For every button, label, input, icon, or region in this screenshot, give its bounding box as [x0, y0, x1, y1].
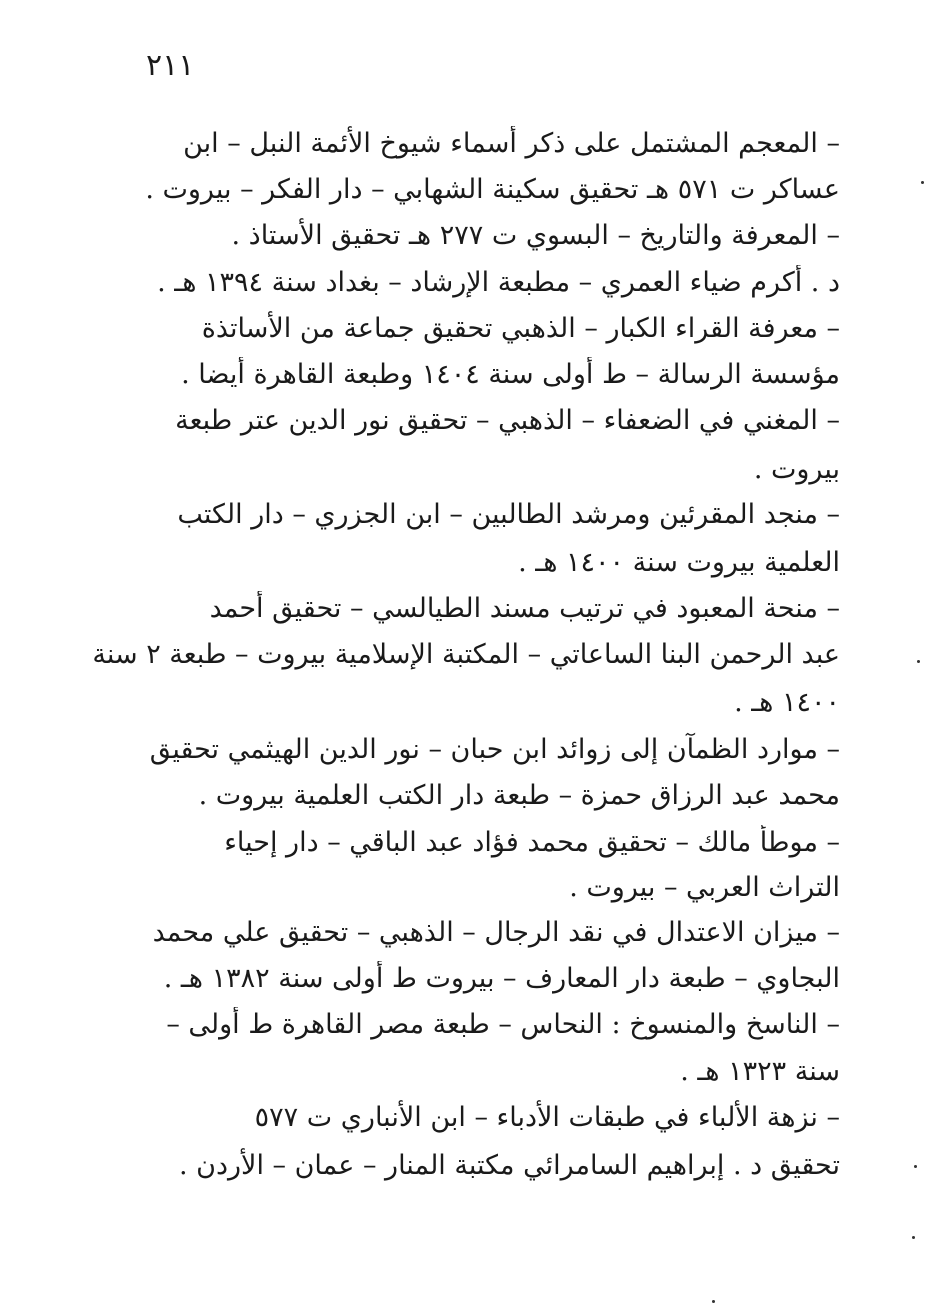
text-line: – معرفة القراء الكبار – الذهبي تحقيق جماعة من الأساتذة: [201, 313, 840, 344]
text-line: – المعجم المشتمل على ذكر أسماء شيوخ الأئمة النبل – ابن: [183, 128, 840, 159]
text-line: التراث العربي – بيروت .: [569, 872, 840, 903]
text-line: – نزهة الألباء في طبقات الأدباء – ابن الأنباري ت ٥٧٧: [254, 1102, 840, 1133]
text-line: – ميزان الاعتدال في نقد الرجال – الذهبي – تحقيق علي محمد: [152, 917, 840, 948]
text-line: د . أكرم ضياء العمري – مطبعة الإرشاد – بغداد سنة ١٣٩٤ هـ .: [157, 267, 840, 298]
scan-speck: [712, 1300, 715, 1303]
text-line: عساكر ت ٥٧١ هـ تحقيق سكينة الشهابي – دار الفكر – بيروت .: [145, 174, 840, 205]
scan-speck: [921, 181, 924, 184]
text-line: تحقيق د . إبراهيم السامرائي مكتبة المنار – عمان – الأردن .: [178, 1150, 840, 1181]
text-line: عبد الرحمن البنا الساعاتي – المكتبة الإسلامية بيروت – طبعة ٢ سنة: [92, 639, 840, 670]
scan-speck: [914, 1165, 917, 1168]
text-line: – المغني في الضعفاء – الذهبي – تحقيق نور الدين عتر طبعة: [175, 405, 840, 436]
text-line: العلمية بيروت سنة ١٤٠٠ هـ .: [518, 547, 840, 578]
text-line: ١٤٠٠ هـ .: [734, 687, 840, 718]
text-line: – موطأ مالك – تحقيق محمد فؤاد عبد الباقي – دار إحياء: [224, 827, 840, 858]
text-line: مؤسسة الرسالة – ط أولى سنة ١٤٠٤ وطبعة القاهرة أيضا .: [181, 359, 840, 390]
scan-speck: [917, 660, 920, 663]
text-line: بيروت .: [753, 454, 840, 485]
text-line: محمد عبد الرزاق حمزة – طبعة دار الكتب العلمية بيروت .: [198, 780, 840, 811]
page-number: ٢١١: [146, 48, 195, 83]
text-line: – منجد المقرئين ومرشد الطالبين – ابن الجزري – دار الكتب: [177, 499, 840, 530]
scan-speck: [912, 1236, 915, 1239]
text-line: – منحة المعبود في ترتيب مسند الطيالسي – تحقيق أحمد: [209, 593, 840, 624]
text-line: البجاوي – طبعة دار المعارف – بيروت ط أولى سنة ١٣٨٢ هـ .: [163, 963, 840, 994]
text-line: – المعرفة والتاريخ – البسوي ت ٢٧٧ هـ تحقيق الأستاذ .: [231, 220, 840, 251]
text-line: – الناسخ والمنسوخ : النحاس – طبعة مصر القاهرة ط أولى –: [166, 1009, 840, 1040]
text-line: – موارد الظمآن إلى زوائد ابن حبان – نور الدين الهيثمي تحقيق: [149, 734, 840, 765]
text-line: سنة ١٣٢٣ هـ .: [680, 1056, 840, 1087]
